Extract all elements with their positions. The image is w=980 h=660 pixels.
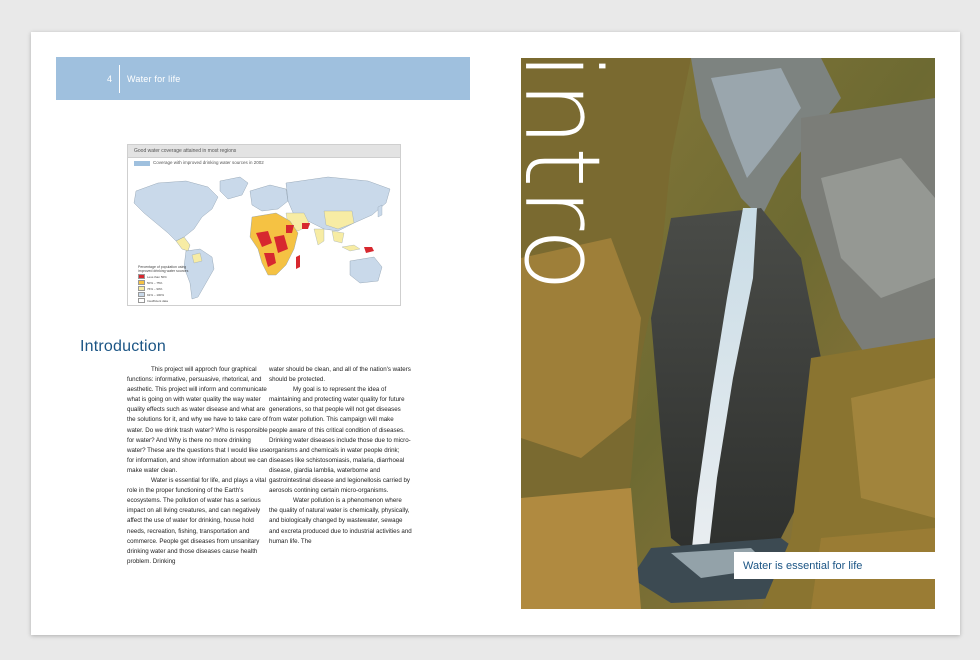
page-number: 4 (107, 74, 113, 84)
header-divider (119, 65, 120, 93)
world-map-figure (127, 144, 401, 306)
paragraph: Water pollution is a phenomenon where the quality of natural water is chemically, physically, and biologically changed by wastewater, sewage and excreta produced due to industrial activities and human life. The (269, 497, 412, 545)
intro-vertical-word: intro (501, 52, 623, 292)
legend-swatch (138, 292, 145, 297)
legend-item (138, 298, 208, 303)
paragraph: Water is essential for life, and plays a vital role in the proper functioning of the Earth's ecosystems. The pollution of water has a serious impact on all living creatures, and can negatively affect the use of water for drinking, house hold needs, recreation, fishing, transportation and commerce. People get diseases from unsanitary drinking water and those diseases cause health problem. Drinking (127, 477, 266, 565)
paragraph: My goal is to represent the idea of maintaining and protecting water quality for future generations, so that people will not get diseases from water pollution. This campaign will make people aware of this critical condition of diseases. Drinking water diseases include those due to micro-organisms and chemicals in water people drink; diseases like schistosomiasis, malaria, diarrhoeal disease, giardia lamblia, waterborne and gastrointestinal disease and legionellosis carried by aerosols contining certain micro-organisms. (269, 386, 411, 495)
document-spread (31, 32, 960, 635)
legend-item (138, 286, 208, 291)
legend-label: Insufficient data (147, 298, 168, 303)
map-legend (138, 265, 208, 303)
legend-title: Percentage of population using improved drinking water sources (138, 265, 189, 273)
body-column-1 (127, 365, 270, 567)
legend-item (138, 274, 208, 279)
paragraph: water should be clean, and all of the nation's waters should be protected. (269, 366, 411, 384)
map-tag (134, 161, 150, 166)
body-column-2 (269, 365, 412, 547)
legend-label: 50% – 75% (147, 280, 163, 285)
photo-caption: Water is essential for life (743, 560, 863, 572)
introduction-heading: Introduction (80, 338, 167, 355)
legend-swatch (138, 274, 145, 279)
legend-label: 76% – 90% (147, 286, 163, 291)
legend-item (138, 280, 208, 285)
legend-label: Less than 50% (147, 274, 167, 279)
map-title: Good water coverage attained in most regions (134, 148, 237, 154)
map-subtitle: Coverage with improved drinking water sources in 2002 (153, 160, 264, 165)
legend-swatch (138, 298, 145, 303)
legend-swatch (138, 286, 145, 291)
legend-label: 91% – 100% (147, 292, 165, 297)
photo-caption-box (734, 552, 935, 579)
legend-swatch (138, 280, 145, 285)
paragraph: This project will approch four graphical functions: informative, persuasive, rhetorical, and aesthetic. This project will inform and communicate what is going on with water quality the way water quality effects such as water disease and what are the solutions for it, and why we have to take care of water. Do we drink trash water? Who is responsible for water? And Why is there no more drinking water? These are the questions that I would like use for information, and show information about we can make water clean. (127, 366, 270, 474)
page-header-band (56, 57, 470, 100)
intro-vertical-text (501, 52, 624, 372)
legend-item (138, 292, 208, 297)
header-title: Water for life (127, 74, 181, 84)
map-title-bar (128, 145, 400, 158)
